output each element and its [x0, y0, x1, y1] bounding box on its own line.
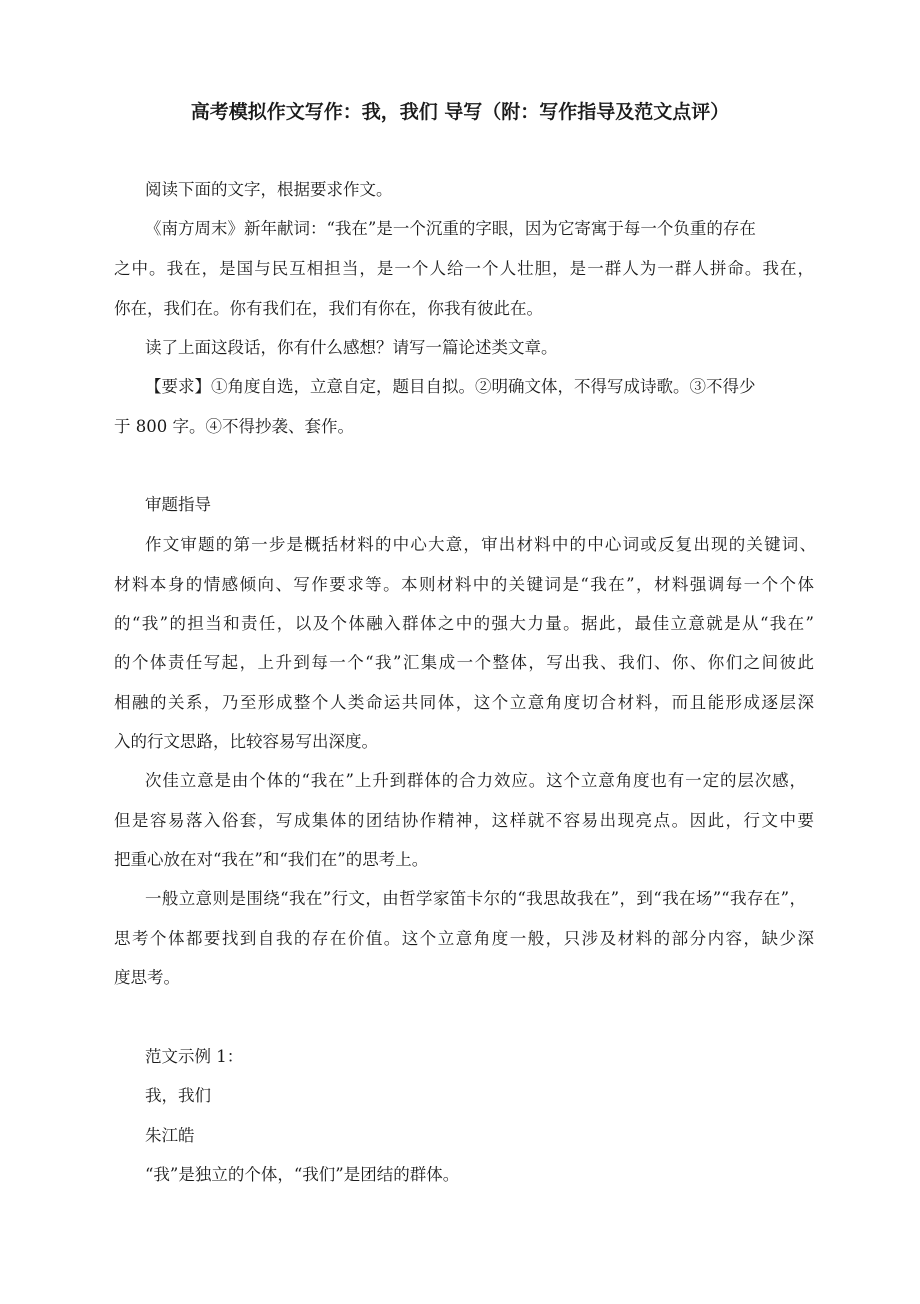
guide-paragraph-line: 把重心放在对“我在”和“我们在”的思考上。 — [114, 850, 429, 869]
quote-line: 你在，我们在。你有我们在，我们有你在，你我有彼此在。 — [114, 299, 543, 318]
guide-paragraph-line: 度思考。 — [114, 968, 180, 987]
guide-paragraph-line: 次佳立意是由个体的“我在”上升到群体的合力效应。这个立意角度也有一定的层次感， — [145, 771, 806, 790]
prompt-question: 读了上面这段话，你有什么感想？请写一篇论述类文章。 — [145, 338, 558, 357]
guide-paragraph-line: 相融的关系，乃至形成整个人类命运共同体，这个立意角度切合材料，而且能形成逐层深 — [114, 693, 814, 712]
sample-first-line: “我”是独立的个体，“我们”是团结的群体。 — [145, 1165, 460, 1184]
guide-paragraph-line: 材料本身的情感倾向、写作要求等。本则材料中的关键词是“我在”，材料强调每一个个体 — [114, 575, 814, 594]
guide-paragraph-line: 作文审题的第一步是概括材料的中心大意，审出材料中的中心词或反复出现的关键词、 — [145, 535, 816, 554]
guide-paragraph-line: 思考个体都要找到自我的存在价值。这个立意角度一般，只涉及材料的部分内容，缺少深 — [114, 929, 814, 948]
requirements-line: 于 800 字。④不得抄袭、套作。 — [114, 417, 354, 436]
guide-paragraph-line: 的“我”的担当和责任，以及个体融入群体之中的强大力量。据此，最佳立意就是从“我在” — [114, 614, 814, 633]
guide-paragraph-line: 一般立意则是围绕“我在”行文，由哲学家笛卡尔的“我思故我在”，到“我在场”“我存在”， — [145, 889, 806, 908]
quote-line: 《南方周末》新年献词：“我在”是一个沉重的字眼，因为它寄寓于每一个负重的存在 — [145, 219, 756, 238]
page-title: 高考模拟作文写作：我，我们 导写（附：写作指导及范文点评） — [190, 101, 730, 123]
prompt-intro: 阅读下面的文字，根据要求作文。 — [145, 180, 393, 199]
sample-essay-title: 我，我们 — [145, 1086, 211, 1105]
guide-paragraph-line: 入的行文思路，比较容易写出深度。 — [114, 732, 378, 751]
sample-author: 朱江皓 — [145, 1126, 195, 1145]
guide-paragraph-line: 但是容易落入俗套，写成集体的团结协作精神，这样就不容易出现亮点。因此，行文中要 — [114, 811, 814, 830]
sample-label: 范文示例 1： — [145, 1047, 244, 1066]
guide-heading: 审题指导 — [145, 495, 211, 514]
requirements-line: 【要求】①角度自选，立意自定，题目自拟。②明确文体，不得写成诗歌。③不得少 — [145, 377, 756, 396]
quote-line: 之中。我在，是国与民互相担当，是一个人给一个人壮胆，是一群人为一群人拼命。我在， — [114, 259, 814, 278]
guide-paragraph-line: 的个体责任写起，上升到每一个“我”汇集成一个整体，写出我、我们、你、你们之间彼此 — [114, 653, 814, 672]
